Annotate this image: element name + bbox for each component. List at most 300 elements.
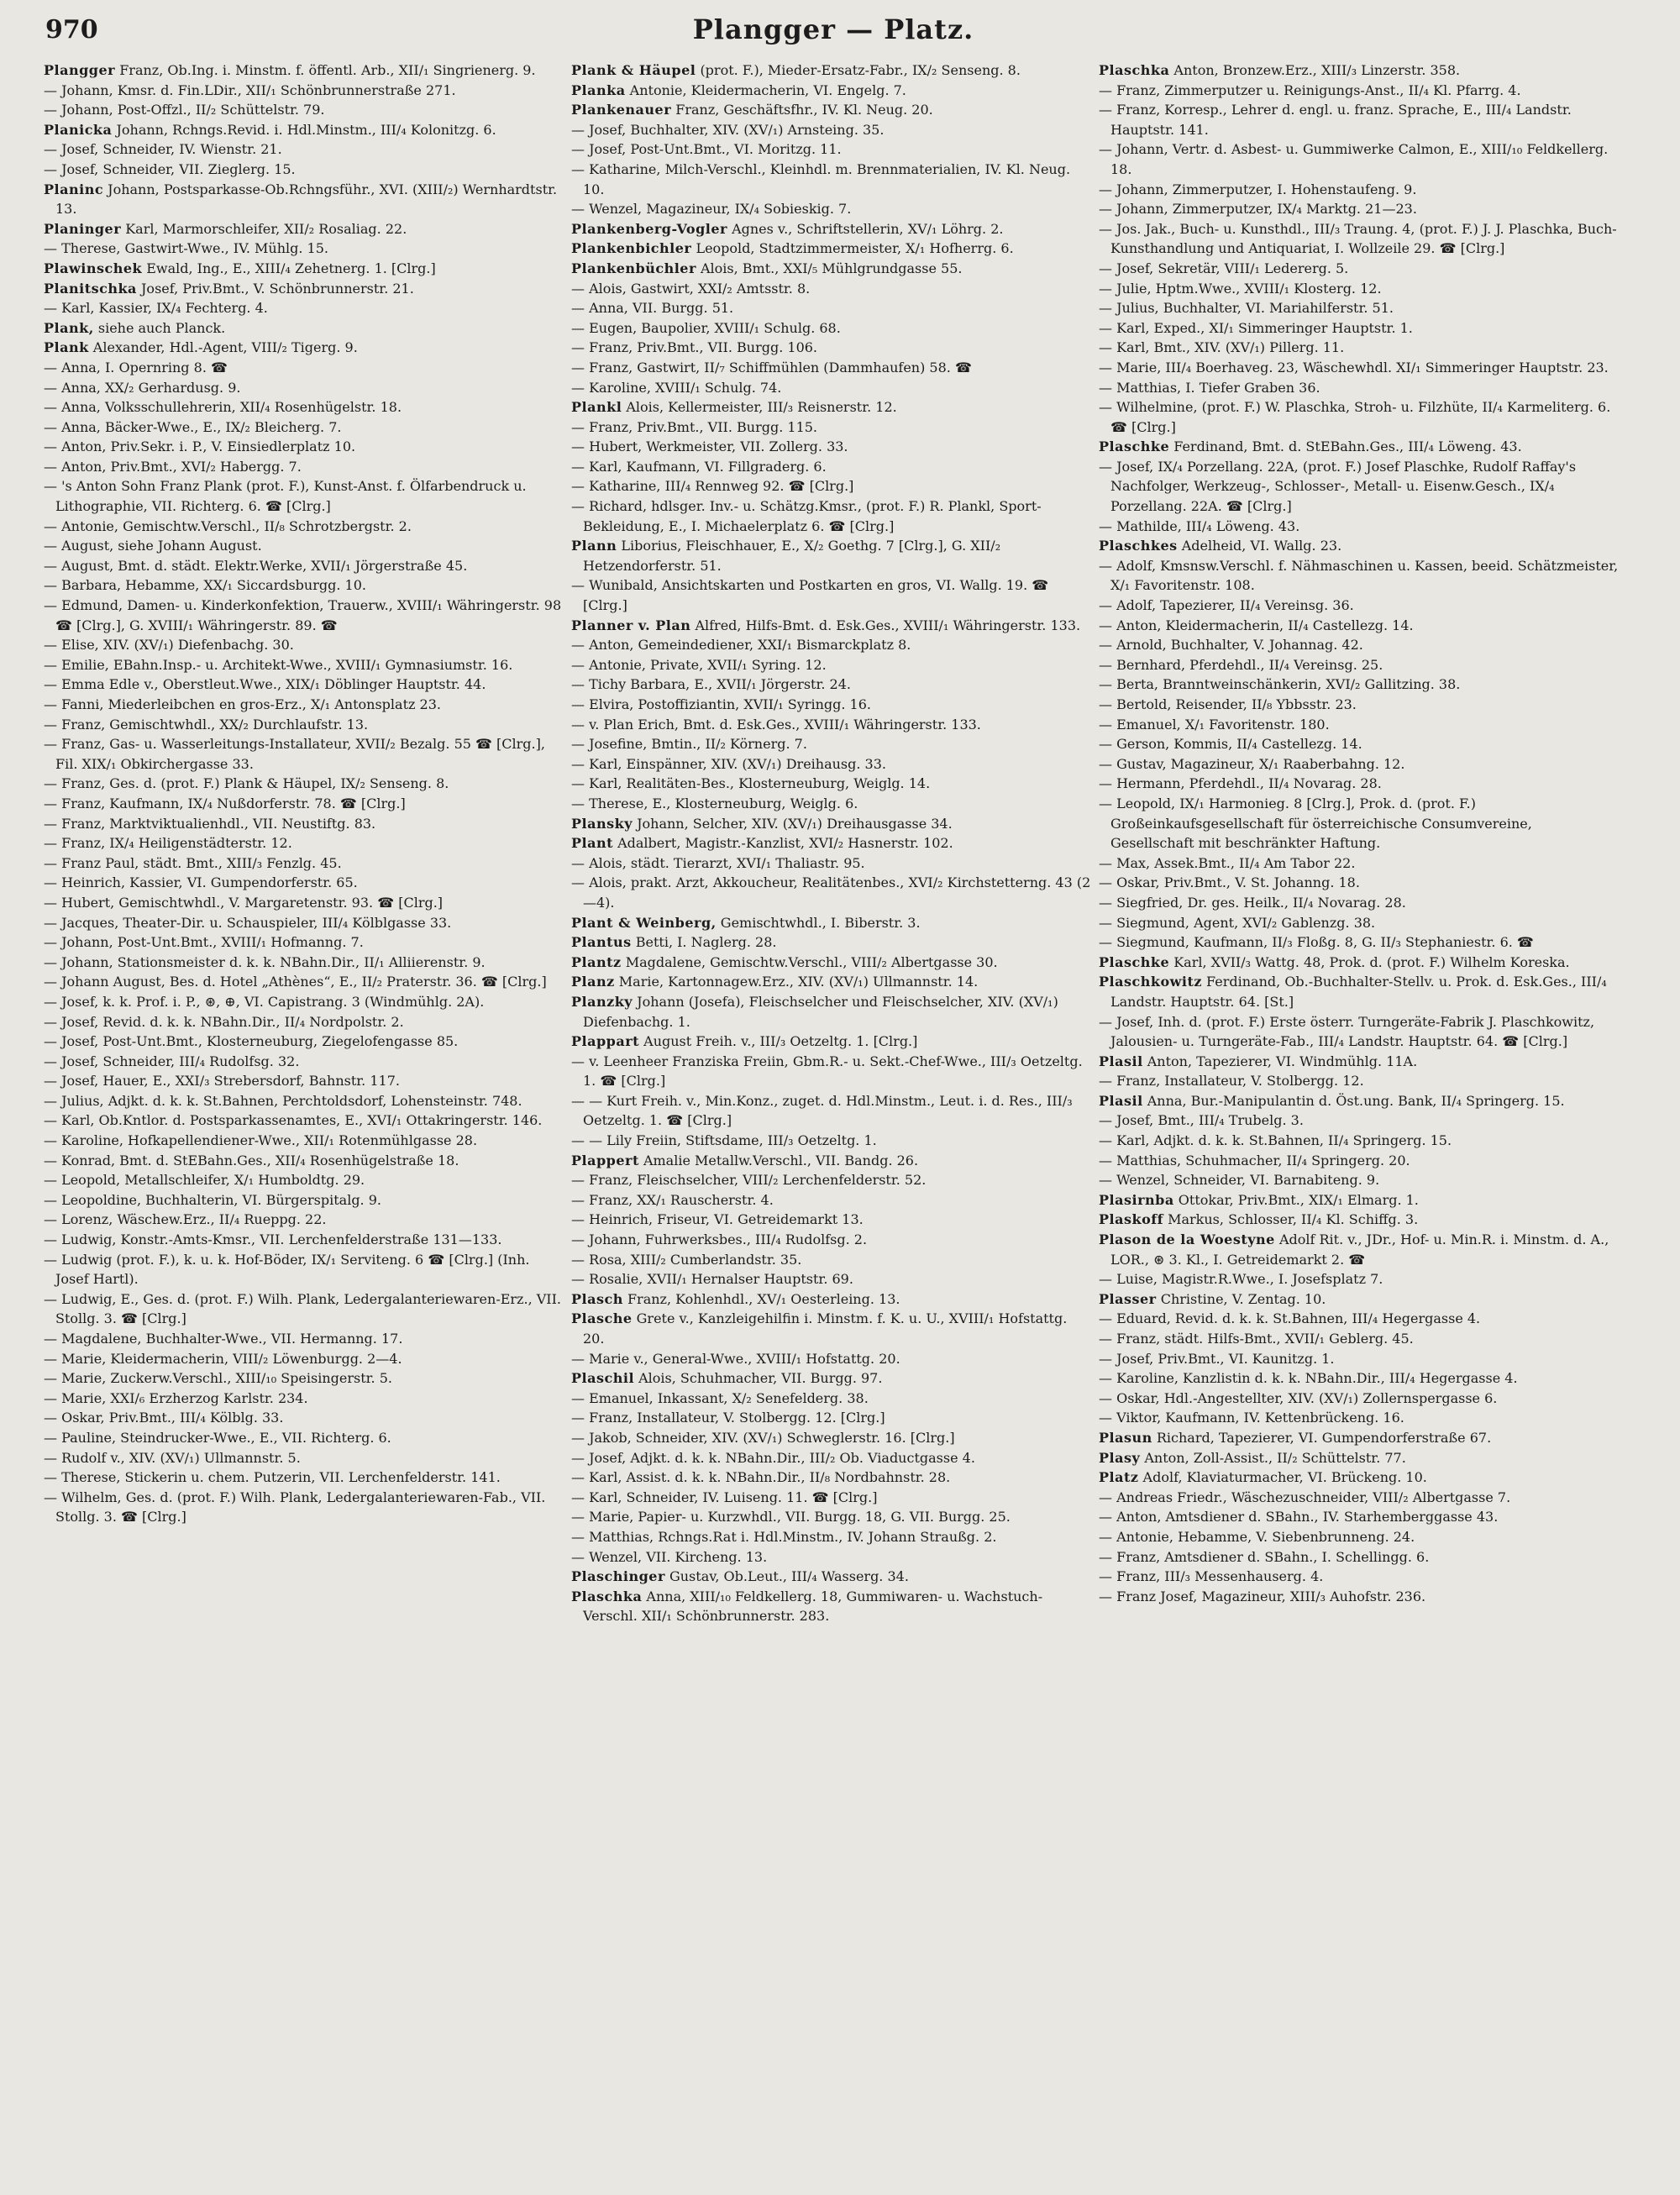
directory-entry — [571, 160, 1092, 199]
entry-surname: Plasil — [1099, 1092, 1143, 1109]
entry-text: Karl, XVII/₃ Wattg. 48, Prok. d. (prot. F.) Wilhelm Koreska. — [1173, 953, 1570, 970]
entry-text: — Ludwig, Konstr.-Amts-Kmsr., VII. Lerchenfelderstraße 131—133. — [44, 1231, 502, 1248]
directory-entry — [571, 715, 1092, 735]
entry-text: — Franz, XX/₁ Rauscherstr. 4. — [571, 1191, 774, 1208]
entry-text: — Heinrich, Friseur, VI. Getreidemarkt 13. — [571, 1211, 864, 1228]
entry-text: Amalie Metallw.Verschl., VII. Bandg. 26. — [643, 1152, 919, 1168]
directory-entry — [1099, 1309, 1620, 1329]
entry-text: — Gerson, Kommis, II/₄ Castellezg. 14. — [1099, 736, 1362, 753]
directory-entry — [44, 1012, 564, 1032]
directory-entry — [571, 298, 1092, 318]
directory-entry — [1099, 279, 1620, 299]
directory-entry — [571, 417, 1092, 438]
entry-text: — Adolf, Kmsnsw.Verschl. f. Nähmaschinen u. Kassen, beeid. Schätzmeister, X/₁ Favoritenstr. 108. — [1099, 557, 1619, 594]
directory-entry — [1099, 1012, 1620, 1052]
directory-entry — [571, 397, 1092, 417]
entry-surname: Plansky — [571, 815, 633, 832]
entry-text: — Franz Josef, Magazineur, XIII/₃ Auhofstr. 236. — [1099, 1588, 1426, 1604]
entry-surname: Planinger — [44, 220, 122, 237]
entry-text: — August, siehe Johann August. — [44, 538, 262, 554]
directory-entry — [1099, 1507, 1620, 1527]
entry-surname: Plasser — [1099, 1290, 1157, 1307]
directory-entry — [44, 833, 564, 853]
directory-entry — [44, 139, 564, 160]
entry-text: — Karl, Schneider, IV. Luiseng. 11. ☎ [Clrg.] — [571, 1489, 878, 1505]
entry-text: — Karl, Einspänner, XIV. (XV/₁) Dreihausg. 33. — [571, 755, 886, 772]
entry-text: — Johann August, Bes. d. Hotel „Athènes“, E., II/₂ Praterstr. 36. ☎ [Clrg.] — [44, 974, 547, 990]
directory-entry — [571, 338, 1092, 358]
entry-surname: Platz — [1099, 1469, 1139, 1486]
directory-entry — [571, 1170, 1092, 1190]
directory-entry — [44, 556, 564, 576]
directory-entry — [44, 279, 564, 299]
entry-text: Ottokar, Priv.Bmt., XIX/₁ Elmarg. 1. — [1178, 1191, 1419, 1208]
directory-entry — [44, 873, 564, 893]
entry-surname: Plank & Häupel — [571, 62, 696, 78]
directory-entry — [571, 1507, 1092, 1527]
directory-entry — [44, 695, 564, 715]
directory-entry — [44, 715, 564, 735]
entry-text: — Ludwig (prot. F.), k. u. k. Hof-Böder, IX/₁ Serviteng. 6 ☎ [Clrg.] (Inh. Josef Hartl). — [44, 1251, 530, 1288]
entry-text: — Karl, Realitäten-Bes., Klosterneuburg, Weiglg. 14. — [571, 775, 931, 792]
entry-surname: Plappert — [571, 1152, 639, 1168]
directory-entry — [1099, 655, 1620, 675]
entry-text: Adalbert, Magistr.-Kanzlist, XVI/₂ Hasnerstr. 102. — [617, 835, 953, 852]
entry-text: — Josef, Schneider, VII. Zieglerg. 15. — [44, 160, 296, 177]
entry-text: — Fanni, Miederleibchen en gros-Erz., X/₁ Antonsplatz 23. — [44, 696, 441, 712]
entry-text: — Josef, Priv.Bmt., VI. Kaunitzg. 1. — [1099, 1350, 1335, 1367]
directory-entry — [44, 655, 564, 675]
entry-text: — Katharine, Milch-Verschl., Kleinhdl. m. Brennmaterialien, IV. Kl. Neug. 10. — [571, 160, 1071, 197]
entry-text: — Anton, Amtsdiener d. SBahn., IV. Starhemberggasse 43. — [1099, 1509, 1499, 1525]
directory-entry — [571, 1368, 1092, 1389]
entry-surname: Plaschke — [1099, 953, 1170, 970]
directory-entry — [44, 1190, 564, 1210]
directory-entry — [44, 1368, 564, 1389]
directory-entry — [571, 972, 1092, 992]
entry-text: — Karoline, Kanzlistin d. k. k. NBahn.Dir., III/₄ Hegergasse 4. — [1099, 1370, 1518, 1387]
directory-entry — [1099, 913, 1620, 933]
entry-text: — Oskar, Priv.Bmt., III/₄ Kölblg. 33. — [44, 1410, 284, 1426]
directory-entry — [1099, 675, 1620, 695]
entry-surname: Plasirnba — [1099, 1191, 1174, 1208]
entry-text: Marie, Kartonnagew.Erz., XIV. (XV/₁) Ullmannstr. 14. — [618, 974, 979, 990]
directory-entry — [1099, 338, 1620, 358]
directory-entry — [571, 378, 1092, 398]
directory-entry — [44, 1052, 564, 1072]
entry-text: — — Lily Freiin, Stiftsdame, III/₃ Oetzeltg. 1. — [571, 1132, 877, 1149]
entry-text: — Julius, Buchhalter, VI. Mariahilferstr. 51. — [1099, 300, 1394, 317]
entry-text: Liborius, Fleischhauer, E., X/₂ Goethg. 7 [Clrg.], G. XII/₂ Hetzendorferstr. 51. — [583, 538, 1001, 574]
entry-text: — Siegmund, Kaufmann, II/₃ Floßg. 8, G. II/₃ Stephaniestr. 6. ☎ — [1099, 934, 1534, 951]
directory-entry — [1099, 1131, 1620, 1151]
entry-text: — Franz, Korresp., Lehrer d. engl. u. franz. Sprache, E., III/₄ Landstr. Hauptstr. 141. — [1099, 102, 1572, 138]
directory-entry — [44, 1428, 564, 1448]
entry-text: — Josef, IX/₄ Porzellang. 22A, (prot. F.) Josef Plaschke, Rudolf Raffay's Nachfolger, Werkzeug-, Schlosser-, Metall- u. Eisenw.Gesch., IX/₄ Porzellang. 22A. ☎ [Clrg.] — [1099, 458, 1577, 515]
entry-text: — Wenzel, VII. Kircheng. 13. — [571, 1548, 768, 1565]
entry-text: — Johann, Zimmerputzer, I. Hohenstaufeng. 9. — [1099, 181, 1417, 197]
directory-entry — [571, 1052, 1092, 1091]
entry-text: — Jos. Jak., Buch- u. Kunsthdl., III/₃ Traung. 4, (prot. F.) J. J. Plaschka, Buch-Kunsthandlung und Antiquariat, I. Wollzeile 29. ☎ [Clrg.] — [1099, 220, 1617, 257]
entry-text: — Oskar, Hdl.-Angestellter, XIV. (XV/₁) Zollernspergasse 6. — [1099, 1389, 1498, 1406]
directory-entry — [571, 794, 1092, 814]
directory-entry — [1099, 437, 1620, 457]
entry-text: — Magdalene, Buchhalter-Wwe., VII. Hermanng. 17. — [44, 1331, 403, 1347]
directory-entry — [571, 635, 1092, 655]
entry-text: — Alois, prakt. Arzt, Akkoucheur, Realitätenbes., XVI/₂ Kirchstetterng. 43 (2—4). — [571, 874, 1091, 911]
entry-text: — Franz, Marktviktualienhdl., VII. Neustiftg. 83. — [44, 815, 376, 832]
directory-entry — [571, 536, 1092, 575]
directory-entry — [44, 992, 564, 1012]
directory-entry — [1099, 715, 1620, 735]
entry-surname: Planinc — [44, 181, 104, 197]
entry-text: — Alois, Gastwirt, XXI/₂ Amtsstr. 8. — [571, 280, 811, 297]
entry-surname: Plaschka — [571, 1588, 643, 1604]
entry-surname: Planitschka — [44, 280, 137, 297]
entry-text: — Richard, hdlsger. Inv.- u. Schätzg.Kmsr., (prot. F.) R. Plankl, Sport-Bekleidung, E., I. Michaelerplatz 6. ☎ [Clrg.] — [571, 498, 1042, 534]
entry-text: Anna, XIII/₁₀ Feldkellerg. 18, Gummiwaren- u. Wachstuch-Verschl. XII/₁ Schönbrunnerstr. 283. — [583, 1588, 1043, 1625]
directory-entry — [571, 734, 1092, 754]
entry-text: — Marie v., General-Wwe., XVIII/₁ Hofstattg. 20. — [571, 1350, 900, 1367]
entry-text: Adolf, Klaviaturmacher, VI. Brückeng. 10. — [1142, 1469, 1427, 1486]
entry-text: — Josefine, Bmtin., II/₂ Körnerg. 7. — [571, 736, 807, 753]
directory-entry — [1099, 1289, 1620, 1310]
entry-text: — Antonie, Hebamme, V. Siebenbrunneng. 24. — [1099, 1528, 1415, 1545]
entry-text: — Max, Assek.Bmt., II/₄ Am Tabor 22. — [1099, 854, 1356, 871]
directory-entry — [571, 814, 1092, 834]
directory-entry — [571, 1289, 1092, 1310]
directory-entry — [44, 794, 564, 814]
entry-text: Johann, Postsparkasse-Ob.Rchngsführ., XVI. (XIII/₂) Wernhardtstr. 13. — [55, 181, 558, 218]
directory-entry — [1099, 1111, 1620, 1131]
entry-text: — Therese, E., Klosterneuburg, Weiglg. 6. — [571, 795, 858, 811]
directory-entry — [44, 1210, 564, 1230]
directory-entry — [1099, 1230, 1620, 1269]
entry-surname: Plantus — [571, 934, 632, 951]
directory-entry — [571, 476, 1092, 496]
directory-entry — [44, 219, 564, 239]
entry-text: — Josef, Adjkt. d. k. k. NBahn.Dir., III/₂ Ob. Viaductgasse 4. — [571, 1449, 975, 1466]
directory-entry — [44, 100, 564, 120]
directory-entry — [571, 120, 1092, 140]
entry-text: — Franz, Priv.Bmt., VII. Burgg. 115. — [571, 418, 818, 435]
directory-entry — [44, 635, 564, 655]
entry-text: — Pauline, Steindrucker-Wwe., E., VII. Richterg. 6. — [44, 1429, 391, 1446]
entry-text: — Siegfried, Dr. ges. Heilk., II/₄ Novarag. 28. — [1099, 894, 1406, 911]
entry-text: — Luise, Magistr.R.Wwe., I. Josefsplatz 7. — [1099, 1271, 1383, 1288]
directory-entry — [44, 338, 564, 358]
entry-text: — Andreas Friedr., Wäschezuschneider, VIII/₂ Albertgasse 7. — [1099, 1489, 1511, 1505]
entry-text: — Anna, VII. Burgg. 51. — [571, 300, 734, 317]
entry-surname: Plaschkes — [1099, 538, 1178, 554]
entry-text: — Mathilde, III/₄ Löweng. 43. — [1099, 517, 1300, 534]
directory-entry — [1099, 695, 1620, 715]
entry-surname: Plant & Weinberg, — [571, 914, 717, 931]
entry-text: Anton, Tapezierer, VI. Windmühlg. 11A. — [1147, 1053, 1418, 1069]
directory-entry — [44, 1230, 564, 1250]
directory-entry — [1099, 1567, 1620, 1587]
directory-entry — [1099, 1071, 1620, 1091]
entry-text: — Franz, Priv.Bmt., VII. Burgg. 106. — [571, 339, 818, 356]
directory-entry — [1099, 536, 1620, 556]
entry-text: — Lorenz, Wäschew.Erz., II/₄ Rueppg. 22. — [44, 1211, 327, 1228]
entry-text: — Emanuel, Inkassant, X/₂ Senefelderg. 38. — [571, 1389, 869, 1406]
directory-entry — [1099, 1170, 1620, 1190]
directory-entry — [44, 675, 564, 695]
entry-text: — Josef, Schneider, III/₄ Rudolfsg. 32. — [44, 1053, 300, 1069]
entry-surname: Plaschke — [1099, 438, 1170, 455]
directory-entry — [571, 1210, 1092, 1230]
directory-entry — [571, 1468, 1092, 1488]
directory-entry — [571, 695, 1092, 715]
entry-text: — Johann, Vertr. d. Asbest- u. Gummiwerke Calmon, E., XIII/₁₀ Feldkellerg. 18. — [1099, 141, 1609, 177]
entry-text: — Therese, Stickerin u. chem. Putzerin, VII. Lerchenfelderstr. 141. — [44, 1469, 501, 1486]
directory-entry — [571, 1091, 1092, 1131]
entry-text: — Anna, Bäcker-Wwe., E., IX/₂ Bleicherg. 7. — [44, 418, 342, 435]
directory-entry — [44, 734, 564, 774]
entry-text: — Eduard, Revid. d. k. k. St.Bahnen, III/₄ Hegergasse 4. — [1099, 1310, 1481, 1327]
entry-text: — Johann, Stationsmeister d. k. k. NBahn.Dir., II/₁ Alliierenstr. 9. — [44, 953, 486, 970]
directory-entry — [1099, 1349, 1620, 1369]
entry-surname: Plankenauer — [571, 102, 672, 118]
entry-text: — Karl, Kassier, IX/₄ Fechterg. 4. — [44, 300, 268, 317]
entry-text: Anton, Bronzew.Erz., XIII/₃ Linzerstr. 358. — [1173, 62, 1461, 78]
directory-entry — [571, 279, 1092, 299]
directory-entry — [44, 1389, 564, 1409]
directory-entry — [1099, 1368, 1620, 1389]
entry-text: — Josef, Revid. d. k. k. NBahn.Dir., II/₄ Nordpolstr. 2. — [44, 1013, 404, 1030]
entry-text: Gemischtwhdl., I. Biberstr. 3. — [720, 914, 921, 931]
directory-entry — [571, 259, 1092, 279]
directory-entry — [1099, 378, 1620, 398]
entry-text: — Katharine, III/₄ Rennweg 92. ☎ [Clrg.] — [571, 478, 854, 495]
entry-surname: Plank — [44, 339, 89, 356]
directory-entry — [1099, 1468, 1620, 1488]
entry-text: — Berta, Branntweinschänkerin, XVI/₂ Gallitzing. 38. — [1099, 676, 1461, 693]
entry-text: Agnes v., Schriftstellerin, XV/₁ Löhrg. 2. — [732, 220, 1004, 237]
directory-entry — [1099, 932, 1620, 953]
entry-surname: Plank, — [44, 319, 94, 336]
entry-text: — Rosa, XIII/₂ Cumberlandstr. 35. — [571, 1251, 802, 1268]
directory-entry — [44, 1071, 564, 1091]
entry-surname: Plasch — [571, 1290, 623, 1307]
entry-text: — Rosalie, XVII/₁ Hernalser Hauptstr. 69. — [571, 1271, 853, 1288]
entry-text: Alois, Bmt., XXI/₅ Mühlgrundgasse 55. — [700, 260, 963, 276]
directory-entry — [1099, 873, 1620, 893]
entry-surname: Plappart — [571, 1033, 640, 1050]
directory-entry — [1099, 853, 1620, 874]
entry-text: — Leopold, Metallschleifer, X/₁ Humboldtg. 29. — [44, 1172, 365, 1189]
entry-surname: Plasche — [571, 1310, 633, 1327]
directory-entry — [1099, 893, 1620, 913]
directory-entry — [44, 1448, 564, 1468]
entry-text: — Anton, Gemeindediener, XXI/₁ Bismarckplatz 8. — [571, 637, 911, 654]
entry-text: — Bertold, Reisender, II/₈ Ybbsstr. 23. — [1099, 696, 1357, 712]
directory-entry — [44, 457, 564, 477]
directory-entry — [1099, 794, 1620, 853]
entry-text: — Johann, Post-Offzl., II/₂ Schüttelstr. 79. — [44, 102, 325, 118]
entry-text: — Emma Edle v., Oberstleut.Wwe., XIX/₁ Döblinger Hauptstr. 44. — [44, 676, 486, 693]
directory-entry — [1099, 1488, 1620, 1508]
directory-entry — [571, 1527, 1092, 1547]
directory-entry — [44, 160, 564, 180]
directory-entry — [1099, 358, 1620, 378]
directory-entry — [571, 100, 1092, 120]
column-2 — [571, 60, 1092, 2186]
entry-surname: Plangger — [44, 62, 116, 78]
directory-entry — [44, 1250, 564, 1289]
entry-text: — Karl, Assist. d. k. k. NBahn.Dir., II/₈ Nordbahnstr. 28. — [571, 1469, 951, 1486]
directory-entry — [571, 139, 1092, 160]
entry-text: Alois, Schuhmacher, VII. Burgg. 97. — [638, 1370, 883, 1387]
directory-entry — [1099, 734, 1620, 754]
entry-text: Karl, Marmorschleifer, XII/₂ Rosaliag. 22. — [125, 220, 407, 237]
entry-text: Alois, Kellermeister, III/₃ Reisnerstr. 12. — [626, 399, 897, 416]
entry-text: — v. Leenheer Franziska Freiin, Gbm.R.- u. Sekt.-Chef-Wwe., III/₃ Oetzeltg. 1. ☎ [Clrg.] — [571, 1053, 1083, 1090]
directory-entry — [44, 60, 564, 81]
entry-text: — Elise, XIV. (XV/₁) Diefenbachg. 30. — [44, 637, 294, 654]
directory-entry — [44, 774, 564, 794]
entry-surname: Plant — [571, 835, 613, 852]
directory-entry — [1099, 60, 1620, 81]
directory-entry — [1099, 596, 1620, 616]
directory-entry — [44, 893, 564, 913]
directory-entry — [44, 913, 564, 933]
entry-text: — Johann, Fuhrwerksbes., III/₄ Rudolfsg. 2. — [571, 1231, 868, 1248]
entry-surname: Plaschinger — [571, 1568, 665, 1585]
directory-entry — [571, 1567, 1092, 1587]
directory-entry — [44, 1329, 564, 1349]
directory-entry — [44, 536, 564, 556]
directory-entry — [571, 1587, 1092, 1626]
directory-entry — [44, 953, 564, 973]
directory-entry — [1099, 517, 1620, 537]
directory-entry — [44, 298, 564, 318]
directory-entry — [1099, 259, 1620, 279]
entry-text: — Josef, Post-Unt.Bmt., VI. Moritzg. 11. — [571, 141, 842, 158]
directory-entry — [1099, 1210, 1620, 1230]
directory-entry — [44, 1468, 564, 1488]
directory-entry — [44, 1349, 564, 1369]
directory-entry — [44, 1032, 564, 1052]
directory-entry — [571, 1151, 1092, 1171]
entry-surname: Plaschka — [1099, 62, 1170, 78]
entry-text: — Franz, Zimmerputzer u. Reinigungs-Anst., II/₄ Kl. Pfarrg. 4. — [1099, 81, 1521, 98]
directory-entry — [571, 932, 1092, 953]
entry-text: — Julie, Hptm.Wwe., XVIII/₁ Klosterg. 12. — [1099, 280, 1382, 297]
directory-entry — [44, 1091, 564, 1111]
entry-text: — Rudolf v., XIV. (XV/₁) Ullmannstr. 5. — [44, 1449, 301, 1466]
entry-text: Betti, I. Naglerg. 28. — [635, 934, 777, 951]
entry-text: — Antonie, Gemischtw.Verschl., II/₈ Schrotzbergstr. 2. — [44, 517, 412, 534]
directory-entry — [1099, 774, 1620, 794]
entry-text: — Franz, städt. Hilfs-Bmt., XVII/₁ Geblerg. 45. — [1099, 1331, 1414, 1347]
entry-text: (prot. F.), Mieder-Ersatz-Fabr., IX/₂ Senseng. 8. — [700, 62, 1021, 78]
entry-text: Adolf Rit. v., JDr., Hof- u. Min.R. i. Minstm. d. A., LOR., ⊛ 3. Kl., I. Getreidemarkt 2. ☎ — [1110, 1231, 1609, 1268]
entry-text: August Freih. v., III/₃ Oetzeltg. 1. [Clrg.] — [643, 1033, 918, 1050]
directory-entry — [571, 60, 1092, 81]
entry-text: — Franz, IX/₄ Heiligenstädterstr. 12. — [44, 835, 292, 852]
entry-text: — Josef, Sekretär, VIII/₁ Ledererg. 5. — [1099, 260, 1349, 276]
directory-entry — [1099, 81, 1620, 101]
directory-entry — [571, 1408, 1092, 1428]
directory-entry — [44, 517, 564, 537]
directory-entry — [571, 853, 1092, 874]
directory-entry — [44, 476, 564, 516]
entry-text: — Johann, Zimmerputzer, IX/₄ Marktg. 21—23. — [1099, 201, 1417, 218]
directory-entry — [1099, 457, 1620, 517]
entry-text: Richard, Tapezierer, VI. Gumpendorferstraße 67. — [1156, 1429, 1492, 1446]
entry-text: — Wunibald, Ansichtskarten und Postkarten en gros, VI. Wallg. 19. ☎ [Clrg.] — [571, 577, 1049, 614]
directory-entry — [44, 378, 564, 398]
entry-text: — Julius, Adjkt. d. k. k. St.Bahnen, Perchtoldsdorf, Lohensteinstr. 748. — [44, 1092, 522, 1109]
entry-surname: Plawinschek — [44, 260, 143, 276]
entry-text: — Anna, Volksschullehrerin, XII/₄ Rosenhügelstr. 18. — [44, 399, 402, 416]
entry-text: Alfred, Hilfs-Bmt. d. Esk.Ges., XVIII/₁ Währingerstr. 133. — [695, 617, 1081, 633]
entry-text: Anna, Bur.-Manipulantin d. Öst.ung. Bank, II/₄ Springerg. 15. — [1147, 1092, 1565, 1109]
entry-text: Gustav, Ob.Leut., III/₄ Wasserg. 34. — [669, 1568, 909, 1585]
directory-entry — [44, 437, 564, 457]
directory-entry — [571, 358, 1092, 378]
entry-text: — Josef, Bmt., III/₄ Trubelg. 3. — [1099, 1112, 1304, 1129]
directory-entry — [1099, 1052, 1620, 1072]
directory-entry — [1099, 1448, 1620, 1468]
entry-text: — Matthias, Schuhmacher, II/₄ Springerg. 20. — [1099, 1152, 1410, 1168]
entry-text: — Marie, Papier- u. Kurzwhdl., VII. Burgg. 18, G. VII. Burgg. 25. — [571, 1509, 1011, 1525]
entry-text: — Karoline, Hofkapellendiener-Wwe., XII/₁ Rotenmühlgasse 28. — [44, 1132, 478, 1149]
entry-text: — Marie, Zuckerw.Verschl., XIII/₁₀ Speisingerstr. 5. — [44, 1370, 392, 1387]
entry-text: Josef, Priv.Bmt., V. Schönbrunnerstr. 21. — [141, 280, 414, 297]
directory-entry — [1099, 635, 1620, 655]
entry-text: — Emanuel, X/₁ Favoritenstr. 180. — [1099, 716, 1330, 733]
directory-entry — [571, 1428, 1092, 1448]
directory-entry — [1099, 298, 1620, 318]
entry-text: — Karl, Adjkt. d. k. k. St.Bahnen, II/₄ Springerg. 15. — [1099, 1132, 1452, 1149]
entry-text: — Antonie, Private, XVII/₁ Syring. 12. — [571, 656, 827, 673]
directory-entry — [44, 1151, 564, 1171]
entry-text: — Josef, Inh. d. (prot. F.) Erste österr. Turngeräte-Fabrik J. Plaschkowitz, Jalousien- u. Turngeräte-Fab., III/₄ Landstr. Hauptstr. 64. ☎ [Clrg.] — [1099, 1013, 1595, 1050]
directory-entry — [571, 219, 1092, 239]
entry-text: Ewald, Ing., E., XIII/₄ Zehetnerg. 1. [Clrg.] — [146, 260, 436, 276]
entry-text: — Elvira, Postoffiziantin, XVII/₁ Syringg. 16. — [571, 696, 871, 712]
directory-entry — [44, 814, 564, 834]
directory-entry — [571, 496, 1092, 536]
directory-entry — [571, 1131, 1092, 1151]
entry-text: Magdalene, Gemischtw.Verschl., VIII/₂ Albertgasse 30. — [625, 953, 998, 970]
directory-entry — [1099, 199, 1620, 219]
directory-entry — [44, 358, 564, 378]
directory-entry — [1099, 139, 1620, 179]
entry-text: — Siegmund, Agent, XVI/₂ Gablenzg. 38. — [1099, 914, 1376, 931]
entry-text: Ferdinand, Bmt. d. StEBahn.Ges., III/₄ Löweng. 43. — [1173, 438, 1522, 455]
entry-text: — Karl, Bmt., XIV. (XV/₁) Pillerg. 11. — [1099, 339, 1345, 356]
entry-text: — Wenzel, Magazineur, IX/₄ Sobieskig. 7. — [571, 201, 852, 218]
entry-text: — Anton, Priv.Sekr. i. P., V. Einsiedlerplatz 10. — [44, 438, 356, 455]
directory-entry — [571, 81, 1092, 101]
entry-text: — v. Plan Erich, Bmt. d. Esk.Ges., XVIII/₁ Währingerstr. 133. — [571, 716, 981, 733]
entry-text: Anton, Zoll-Assist., II/₂ Schüttelstr. 77. — [1144, 1449, 1406, 1466]
directory-entry — [571, 1309, 1092, 1348]
entry-text: — Franz, III/₃ Messenhauserg. 4. — [1099, 1568, 1324, 1585]
entry-text: — Oskar, Priv.Bmt., V. St. Johanng. 18. — [1099, 874, 1360, 891]
entry-text: — Bernhard, Pferdehdl., II/₄ Vereinsg. 25. — [1099, 656, 1383, 673]
directory-entry — [571, 616, 1092, 636]
entry-text: Ferdinand, Ob.-Buchhalter-Stellv. u. Prok. d. Esk.Ges., III/₄ Landstr. Hauptstr. 64. [St.] — [1110, 974, 1607, 1010]
entry-text: — — Kurt Freih. v., Min.Konz., zuget. d. Hdl.Minstm., Leut. i. d. Res., III/₃ Oetzeltg. 1. ☎ [Clrg.] — [571, 1092, 1073, 1129]
entry-text: Markus, Schlosser, II/₄ Kl. Schiffg. 3. — [1168, 1211, 1419, 1228]
entry-text: — Matthias, Rchngs.Rat i. Hdl.Minstm., IV. Johann Straußg. 2. — [571, 1528, 997, 1545]
entry-text: Johann, Selcher, XIV. (XV/₁) Dreihausgasse 34. — [637, 815, 953, 832]
